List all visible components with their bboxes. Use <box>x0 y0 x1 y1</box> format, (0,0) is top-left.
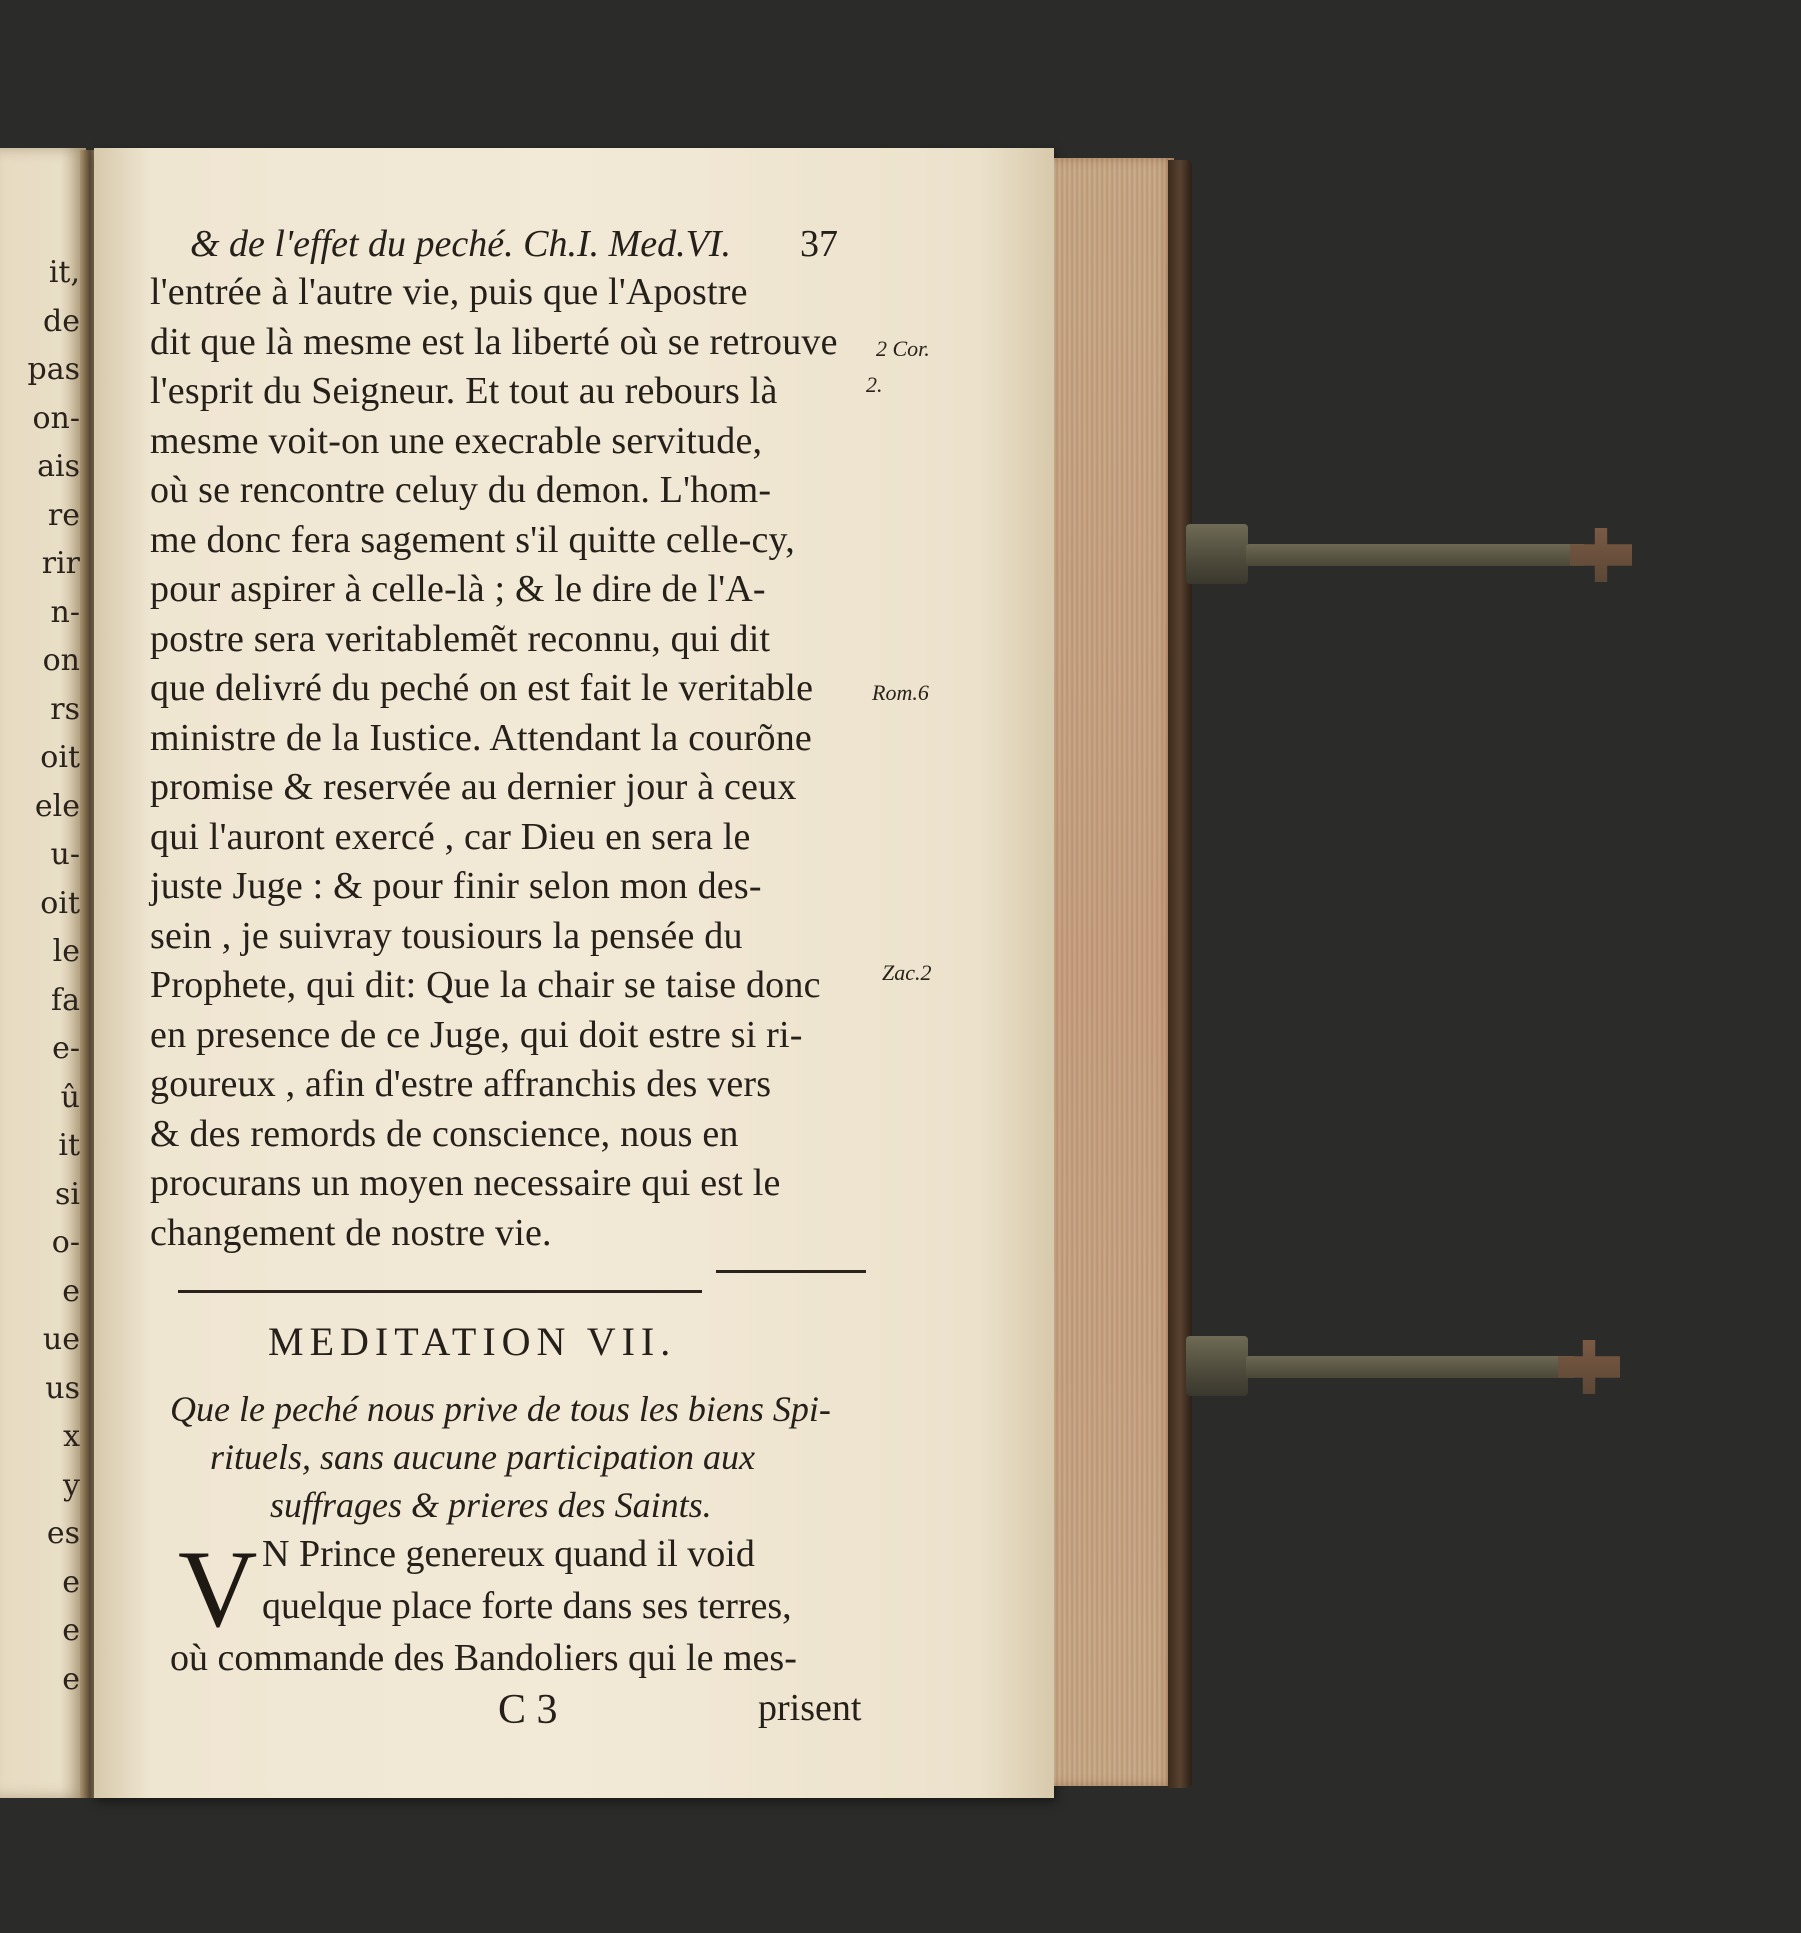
facing-page-fragment: e <box>62 1661 80 1697</box>
text-line: qui l'auront exercé , car Dieu en sera le <box>150 815 751 858</box>
facing-page-fragment: e <box>62 1273 80 1309</box>
facing-page-fragment: on <box>42 643 80 678</box>
facing-page-fragment: o- <box>51 1225 80 1260</box>
subheading-line: Que le peché nous prive de tous les biens Spi- <box>170 1389 831 1429</box>
text-line: juste Juge : & pour finir selon mon des- <box>150 865 762 907</box>
facing-page-fragment: n- <box>50 594 80 630</box>
text-line: Prophete, qui dit: Que la chair se taise donc <box>150 964 821 1006</box>
facing-page-fragment: û <box>60 1079 80 1115</box>
text-line: que delivré du peché on est fait le veritable <box>150 667 814 709</box>
text-line: où se rencontre celuy du demon. L'hom- <box>150 469 772 511</box>
running-head: & de l'effet du peché. Ch.I. Med.VI. <box>190 223 731 265</box>
facing-page-fragment: rir <box>41 546 80 581</box>
margin-note-cor: 2 Cor. <box>876 336 930 361</box>
text-line: procurans un moyen necessaire qui est le <box>150 1162 781 1204</box>
facing-page-fragment: e <box>62 1613 80 1648</box>
facing-page-fragment: x <box>63 1419 80 1454</box>
margin-note-rom: Rom.6 <box>872 680 929 705</box>
meditation-heading: MEDITATION VII. <box>268 1319 677 1364</box>
margin-note-cor-num: 2. <box>866 372 883 397</box>
catchword: prisent <box>758 1687 862 1729</box>
subheading-line: rituels, sans aucune participation aux <box>210 1437 755 1477</box>
section-rule-right <box>716 1270 866 1273</box>
text-line: postre sera veritablemẽt reconnu, qui dit <box>150 617 771 660</box>
facing-page-fragment: u- <box>50 837 80 872</box>
facing-page-fragment: it, <box>48 255 80 290</box>
facing-page-fragment: e <box>62 1564 80 1600</box>
facing-page-fragment: rs <box>50 691 80 727</box>
page-number: 37 <box>800 223 838 265</box>
opening-line: quelque place forte dans ses terres, <box>262 1585 792 1627</box>
subheading-line: suffrages & prieres des Saints. <box>270 1485 712 1525</box>
opening-line: où commande des Bandoliers qui le mes- <box>170 1637 797 1679</box>
facing-page-fragment: pas <box>27 352 80 387</box>
text-line: pour aspirer à celle-là ; & le dire de l'A- <box>150 568 766 610</box>
section-rule-left <box>178 1290 702 1293</box>
facing-page-fragment: ais <box>37 449 80 484</box>
opening-line: N Prince genereux quand il void <box>262 1533 755 1575</box>
drop-cap: V <box>178 1528 258 1650</box>
signature-mark: C 3 <box>498 1687 558 1733</box>
facing-page-fragment: ele <box>34 788 80 824</box>
text-line: & des remords de conscience, nous en <box>150 1112 739 1155</box>
facing-page-fragment: it <box>58 1128 80 1163</box>
text-line: sein , je suivray tousiours la pensée du <box>150 914 743 957</box>
facing-page-fragment: us <box>45 1370 80 1406</box>
text-line: dit que là mesme est la liberté où se retrouve <box>150 320 838 363</box>
facing-page-fragment: ue <box>42 1322 80 1357</box>
text-line: promise & reservée au dernier jour à ceux <box>150 766 797 808</box>
facing-page-fragment: es <box>46 1516 80 1551</box>
text-line: ministre de la Iustice. Attendant la courõne <box>150 716 812 759</box>
text-line: l'entrée à l'autre vie, puis que l'Apostre <box>150 271 748 313</box>
facing-page-fragment: re <box>47 497 80 533</box>
text-line: l'esprit du Seigneur. Et tout au rebours là <box>150 370 778 412</box>
facing-page-fragment: le <box>52 934 80 969</box>
text-line: mesme voit-on une execrable servitude, <box>150 419 763 462</box>
text-line: changement de nostre vie. <box>150 1211 552 1254</box>
facing-page-fragment: fa <box>51 982 80 1018</box>
text-line: en presence de ce Juge, qui doit estre si ri- <box>150 1013 803 1056</box>
facing-page-fragment: on- <box>32 400 80 436</box>
facing-page-fragment: si <box>55 1176 80 1212</box>
text-line: me donc fera sagement s'il quitte celle-cy, <box>150 518 795 561</box>
text-line: goureux , afin d'estre affranchis des vers <box>150 1063 772 1105</box>
facing-page-fragment: oit <box>40 885 80 921</box>
facing-page-fragment: oit <box>40 740 80 775</box>
facing-page-fragment: de <box>43 303 80 339</box>
facing-page-fragment: e- <box>52 1031 80 1066</box>
margin-note-zac: Zac.2 <box>882 960 932 985</box>
facing-page-fragment: y <box>63 1467 80 1503</box>
